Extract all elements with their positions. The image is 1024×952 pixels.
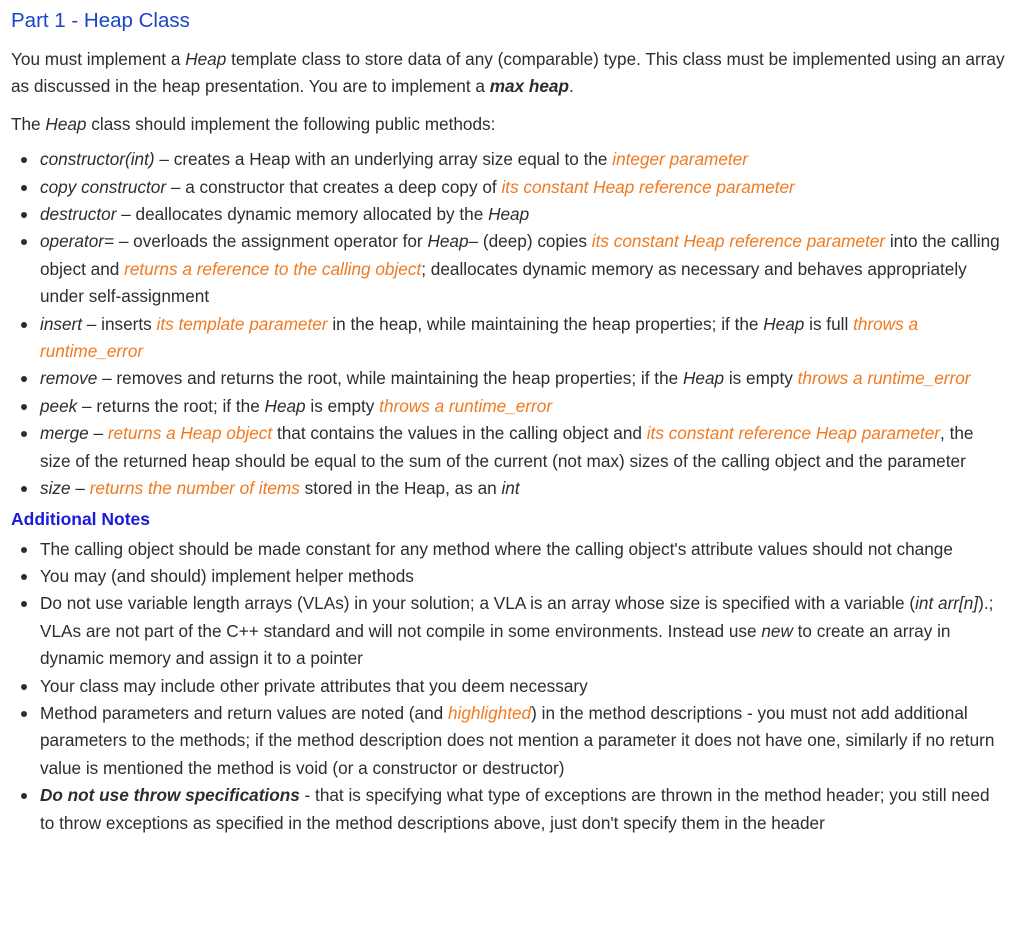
text: Do not use variable length arrays (VLAs) in your solution; a VLA is an array whose size is specified with a variable ( <box>40 593 916 614</box>
text: ) in the method descriptions - you must not add additional parameters to the methods; if the method description does not mention a parameter it does not have one, similarly if no return value is mentioned the method is void (or a constructor or destructor) <box>40 702 995 778</box>
term-int: int <box>501 478 520 499</box>
text: template class to store data of any (comparable) type. This class must be implemented using an array as discussed in the heap presentation. You are to implement a <box>11 49 1005 97</box>
text: – a constructor that creates a deep copy of <box>166 176 502 197</box>
text: is empty <box>724 368 798 389</box>
text: is empty <box>305 395 380 416</box>
text: – creates a Heap with an underlying array size equal to the <box>154 149 613 170</box>
method-assignment <box>11 228 1006 310</box>
method-name: size <box>40 478 71 499</box>
methods-intro <box>11 111 1006 138</box>
text: – overloads the assignment operator for <box>114 231 428 252</box>
method-size <box>11 475 1006 502</box>
note-vla <box>11 590 1006 672</box>
method-constructor <box>11 146 1006 173</box>
text: – <box>70 478 90 499</box>
method-insert <box>11 311 1006 366</box>
text: to create an array in dynamic memory and assign it to a pointer <box>40 620 951 669</box>
highlight: returns a reference to the calling object <box>124 258 422 279</box>
term-heap: Heap <box>682 368 725 389</box>
text: – <box>88 423 108 444</box>
highlight: throws a runtime_error <box>797 368 971 389</box>
notes-list <box>11 536 1006 837</box>
term-heap: Heap <box>488 204 530 225</box>
text: ; deallocates dynamic memory as necessary and behaves appropriately under self-assignment <box>40 258 967 307</box>
method-remove <box>11 365 1006 392</box>
note-private-attributes <box>11 673 1006 700</box>
highlight: returns the number of items <box>89 478 300 499</box>
text: Your class may include other private attributes that you deem necessary <box>40 675 588 696</box>
note-const <box>11 536 1006 563</box>
method-name: operator= <box>40 231 115 252</box>
text: You may (and should) implement helper methods <box>40 565 414 586</box>
method-merge <box>11 420 1006 475</box>
method-name: constructor(int) <box>40 149 155 170</box>
text: in the heap, while maintaining the heap properties; if the <box>327 313 764 334</box>
methods-list <box>11 146 1006 502</box>
term-heap: Heap <box>763 313 805 334</box>
text: . <box>569 76 574 97</box>
term-heap: Heap <box>185 49 227 69</box>
highlight: returns a Heap object <box>107 423 273 444</box>
text: , the size of the returned heap should be equal to the sum of the current (not max) sizes of the calling object and the parameter <box>40 423 974 471</box>
highlight: its constant Heap reference parameter <box>501 176 795 197</box>
highlight: its constant Heap reference parameter <box>591 231 886 252</box>
note-helpers <box>11 563 1006 590</box>
term-heap: Heap <box>427 231 469 252</box>
text: stored in the Heap, as an <box>299 478 502 499</box>
highlight: its template parameter <box>156 313 328 334</box>
method-peek <box>11 393 1006 420</box>
method-name: insert <box>40 313 83 334</box>
text: – inserts <box>82 313 157 334</box>
method-name: destructor <box>40 204 117 225</box>
highlight: throws a runtime_error <box>379 395 553 416</box>
text: – removes and returns the root, while maintaining the heap properties; if the <box>97 368 683 389</box>
text: - that is specifying what type of exceptions are thrown in the method header; you still need to throw exceptions as specified in the method descriptions above, just don't specify them in the header <box>40 785 990 833</box>
method-copy-constructor <box>11 174 1006 201</box>
method-name: remove <box>40 368 98 389</box>
term-heap: Heap <box>264 395 306 416</box>
text: that contains the values in the calling object and <box>272 423 647 444</box>
method-name: peek <box>40 395 78 416</box>
highlight: throws a runtime_error <box>40 313 919 362</box>
term-max-heap: max heap <box>489 76 569 97</box>
bold-term: Do not use throw specifications <box>40 785 300 806</box>
code-term: int arr[n] <box>915 593 979 614</box>
intro-paragraph <box>11 46 1006 101</box>
text: class should implement the following public methods: <box>86 113 496 134</box>
note-parameters <box>11 700 1006 782</box>
text: You must implement a <box>11 49 186 69</box>
text: Method parameters and return values are noted (and <box>40 702 448 723</box>
method-name: copy constructor <box>40 176 167 197</box>
notes-heading: Additional Notes <box>11 508 151 529</box>
code-term: new <box>761 620 793 641</box>
page-title: Part 1 - Heap Class <box>11 9 190 32</box>
text: – (deep) copies <box>468 231 592 252</box>
method-name: merge <box>40 423 89 444</box>
text: – deallocates dynamic memory allocated by the <box>116 204 489 225</box>
text: The <box>11 113 46 134</box>
text: is full <box>804 313 854 334</box>
method-destructor <box>11 201 1006 228</box>
text: The calling object should be made constant for any method where the calling object's attribute values should not change <box>40 538 953 559</box>
text: ).; VLAs are not part of the C++ standard and will not compile in some environments. Instead use <box>40 593 994 641</box>
text: – returns the root; if the <box>77 395 265 416</box>
highlight: its constant reference Heap parameter <box>646 423 941 444</box>
term-heap: Heap <box>45 113 87 134</box>
highlight: highlighted <box>447 702 532 723</box>
highlight: integer parameter <box>612 149 748 170</box>
text: into the calling object and <box>40 231 1000 279</box>
note-throw-specs <box>11 782 1006 837</box>
